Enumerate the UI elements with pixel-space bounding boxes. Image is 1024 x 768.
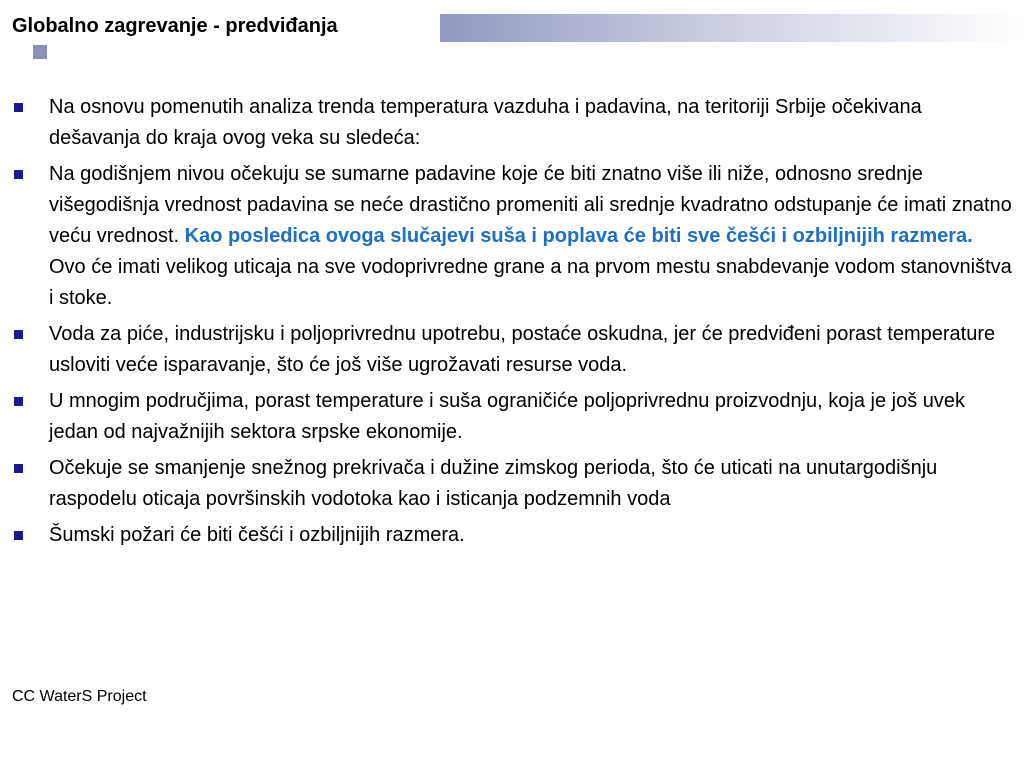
bullet-item-3	[12, 319, 1012, 381]
slide-title: Globalno zagrevanje - predviđanja	[12, 15, 338, 37]
bullet-text: Na osnovu pomenutih analiza trenda temperatura vazduha i padavina, na teritoriji Srbije očekivana dešavanja do kraja ovog veka su sledeća:	[49, 96, 922, 149]
slide-header	[0, 14, 1024, 42]
bullet-text: Šumski požari će biti češći i ozbiljnijih razmera.	[49, 524, 465, 546]
bullet-text-before: Na godišnjem nivou očekuju se sumarne padavine koje će biti znatno više ili niže, odnosno srednje višegodišnja vrednost padavina se neće drastično promeniti ali srednje kvadratno odstupanje će imati znatno veću vrednost.	[49, 163, 1012, 247]
slide-body	[12, 92, 1012, 556]
bullet-text-highlight: Kao posledica ovoga slučajevi suša i poplava će biti sve češći i ozbiljnijih razmera.	[184, 225, 973, 247]
bullet-text: U mnogim područjima, porast temperature i suša ograničiće poljoprivrednu proizvodnju, koja je još uvek jedan od najvažnijih sektora srpske ekonomije.	[49, 390, 966, 443]
square-bullet-icon	[14, 531, 23, 540]
bullet-list	[12, 92, 1012, 551]
bullet-text-after: Ovo će imati velikog uticaja na sve vodoprivredne grane a na prvom mestu snabdevanje vodom stanovništva i stoke.	[49, 256, 1012, 309]
bullet-item-5	[12, 453, 1012, 515]
square-bullet-icon	[14, 464, 23, 473]
footer-text: CC WaterS Project	[12, 688, 147, 705]
square-bullet-icon	[14, 397, 23, 406]
square-bullet-icon	[14, 103, 23, 112]
square-bullet-icon	[14, 170, 23, 179]
bullet-item-6	[12, 520, 1012, 551]
header-gradient-bar	[440, 14, 1024, 42]
bullet-item-4	[12, 386, 1012, 448]
bullet-item-2	[12, 159, 1012, 314]
bullet-text: Očekuje se smanjenje snežnog prekrivača i dužine zimskog perioda, što će uticati na unutargodišnju raspodelu oticaja površinskih vodotoka kao i isticanja podzemnih voda	[49, 457, 938, 510]
square-bullet-icon	[14, 330, 23, 339]
title-box	[0, 14, 440, 42]
bullet-text: Voda za piće, industrijsku i poljoprivrednu upotrebu, postaće oskudna, jer će predviđeni porast temperature usloviti veće isparavanje, što će još više ugrožavati resurse voda.	[49, 323, 996, 376]
bullet-item-1	[12, 92, 1012, 154]
decorative-square	[33, 45, 47, 59]
